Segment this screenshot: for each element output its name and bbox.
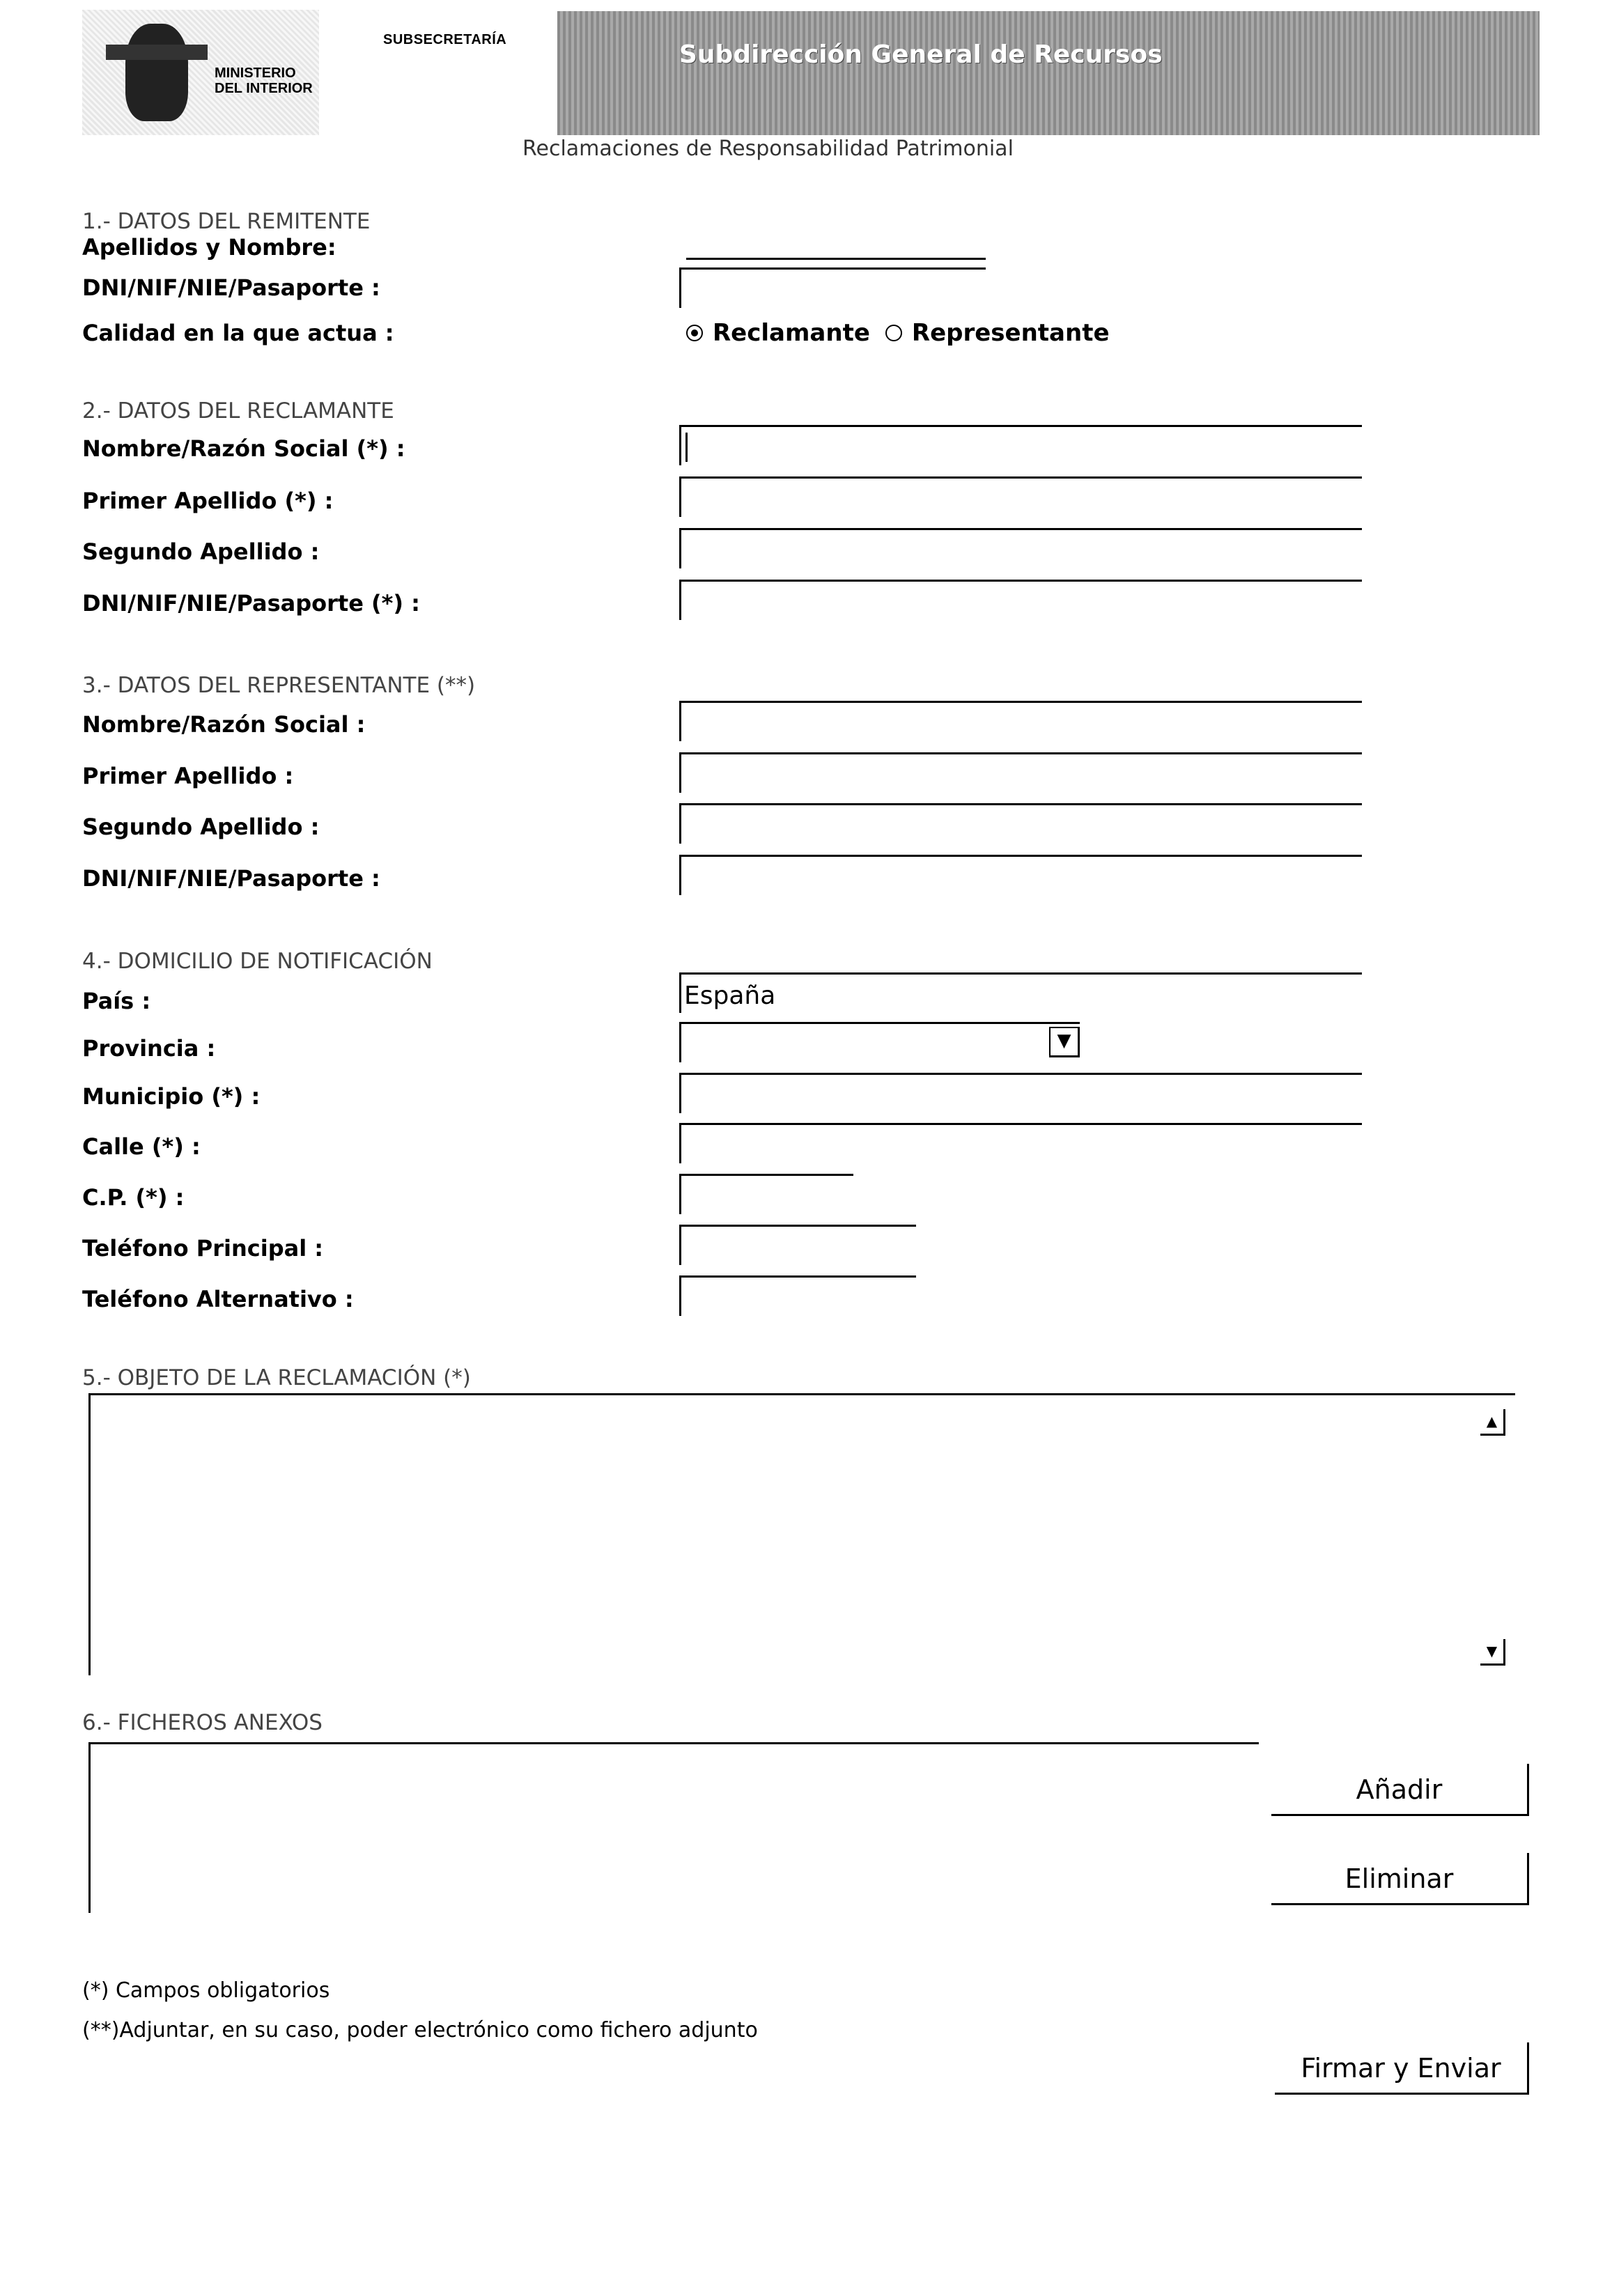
page-subtitle: Reclamaciones de Responsabilidad Patrimonial	[522, 137, 1014, 161]
telefono-alternativo-label: Teléfono Alternativo :	[82, 1286, 354, 1312]
section1-heading: 1.- DATOS DEL REMITENTE	[82, 209, 371, 234]
objeto-textarea[interactable]	[88, 1393, 1515, 1675]
text-caret	[685, 433, 688, 462]
municipio-label: Municipio (*) :	[82, 1083, 261, 1110]
representante-dni-label: DNI/NIF/NIE/Pasaporte :	[82, 865, 380, 892]
reclamante-primer-label: Primer Apellido (*) :	[82, 488, 334, 514]
sender-name-label: Apellidos y Nombre:	[82, 234, 336, 261]
header-banner	[557, 11, 1540, 135]
ministry-name: MINISTERIO DEL INTERIOR	[215, 65, 313, 96]
reclamante-radio-label: Reclamante	[713, 319, 870, 347]
pais-label: País :	[82, 988, 151, 1014]
ministry-logo	[82, 10, 319, 135]
sender-dni-label: DNI/NIF/NIE/Pasaporte :	[82, 274, 380, 301]
representante-nombre-field[interactable]	[679, 701, 1362, 741]
telefono-principal-field[interactable]	[679, 1225, 916, 1265]
telefono-alternativo-field[interactable]	[679, 1275, 916, 1316]
cp-label: C.P. (*) :	[82, 1184, 185, 1211]
remove-file-button[interactable]: Eliminar	[1271, 1853, 1529, 1905]
representante-nombre-label: Nombre/Razón Social :	[82, 711, 366, 738]
scroll-down-icon[interactable]: ▼	[1480, 1639, 1505, 1666]
calle-label: Calle (*) :	[82, 1133, 201, 1160]
scroll-up-icon[interactable]: ▲	[1480, 1409, 1505, 1436]
section6-heading: 6.- FICHEROS ANEXOS	[82, 1710, 323, 1735]
reclamante-segundo-field[interactable]	[679, 528, 1362, 568]
ficheros-listbox[interactable]	[88, 1742, 1259, 1913]
attachment-note: (**)Adjuntar, en su caso, poder electrónico como fichero adjunto	[82, 2018, 758, 2042]
representante-primer-field[interactable]	[679, 752, 1362, 793]
reclamante-segundo-label: Segundo Apellido :	[82, 538, 320, 565]
representante-segundo-field[interactable]	[679, 803, 1362, 844]
reclamante-radio[interactable]	[686, 325, 703, 341]
reclamante-dni-label: DNI/NIF/NIE/Pasaporte (*) :	[82, 590, 420, 616]
section4-heading: 4.- DOMICILIO DE NOTIFICACIÓN	[82, 949, 433, 974]
cp-field[interactable]	[679, 1174, 853, 1214]
representante-primer-label: Primer Apellido :	[82, 763, 294, 789]
representante-radio-label: Representante	[911, 319, 1110, 347]
coat-of-arms-icon	[125, 24, 188, 121]
provincia-select[interactable]	[679, 1022, 1080, 1062]
sign-and-send-button[interactable]: Firmar y Enviar	[1275, 2042, 1529, 2095]
reclamante-nombre-field[interactable]	[679, 425, 1362, 465]
reclamante-nombre-label: Nombre/Razón Social (*) :	[82, 435, 405, 462]
provincia-label: Provincia :	[82, 1035, 216, 1062]
section5-heading: 5.- OBJETO DE LA RECLAMACIÓN (*)	[82, 1365, 471, 1390]
banner-title: Subdirección General de Recursos	[679, 40, 1163, 69]
reclamante-dni-field[interactable]	[679, 580, 1362, 620]
sender-name-value	[686, 258, 986, 260]
representante-segundo-label: Segundo Apellido :	[82, 814, 320, 840]
section2-heading: 2.- DATOS DEL RECLAMANTE	[82, 398, 394, 424]
section3-heading: 3.- DATOS DEL REPRESENTANTE (**)	[82, 673, 476, 698]
pais-field[interactable]: España	[679, 972, 1362, 1013]
subsecretaria-label: SUBSECRETARÍA	[383, 32, 507, 47]
representante-radio[interactable]	[885, 325, 902, 341]
calle-field[interactable]	[679, 1123, 1362, 1163]
required-fields-note: (*) Campos obligatorios	[82, 1978, 330, 2003]
telefono-principal-label: Teléfono Principal :	[82, 1235, 324, 1262]
calidad-radio-group	[686, 319, 1125, 347]
representante-dni-field[interactable]	[679, 855, 1362, 895]
calidad-label: Calidad en la que actua :	[82, 320, 394, 346]
add-file-button[interactable]: Añadir	[1271, 1764, 1529, 1816]
reclamante-primer-field[interactable]	[679, 476, 1362, 517]
sender-dni-field[interactable]	[679, 267, 986, 308]
chevron-down-icon[interactable]: ▼	[1049, 1027, 1080, 1057]
municipio-field[interactable]	[679, 1073, 1362, 1113]
